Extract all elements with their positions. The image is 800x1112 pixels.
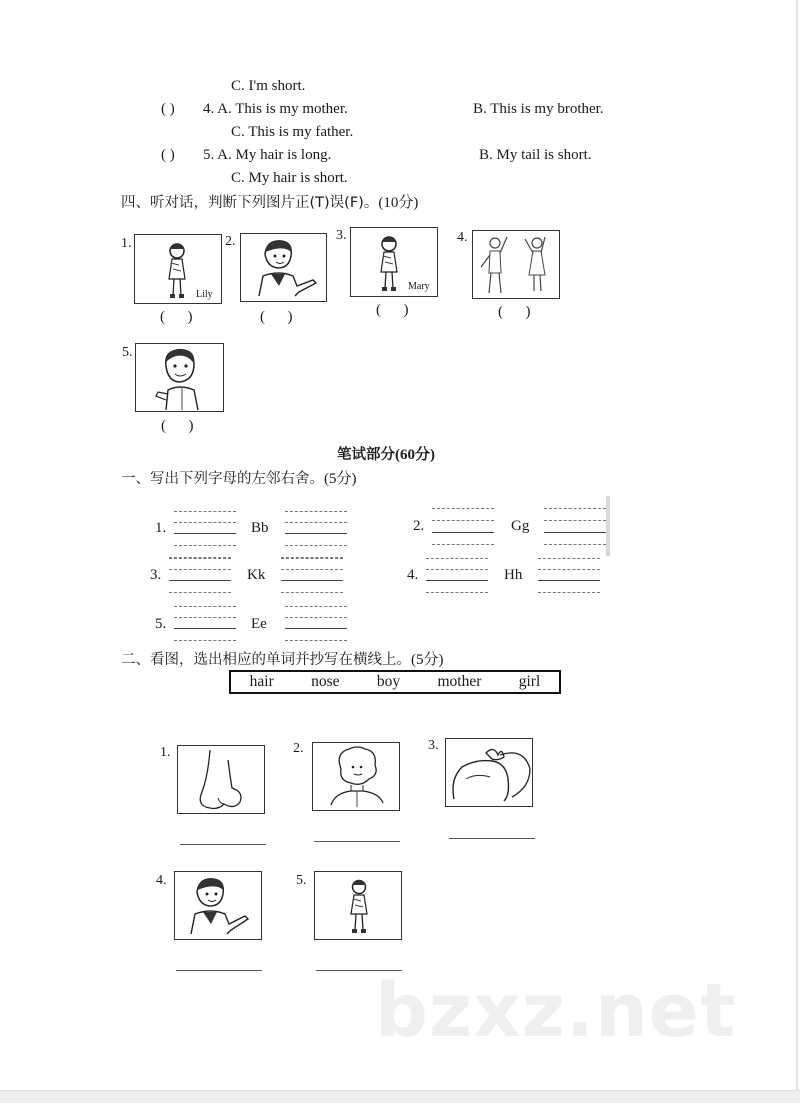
s4-item1-answer[interactable]: ( ): [160, 309, 193, 325]
written-part-title: 笔试部分: [337, 447, 395, 463]
scan-artifact: [606, 496, 610, 556]
w1-item3-number: 3.: [150, 567, 162, 583]
word-bank-item: boy: [376, 673, 401, 690]
written1-points: (5分): [324, 471, 357, 487]
written-part-heading: [337, 443, 435, 464]
w2-item1-number: 1.: [160, 745, 171, 760]
w2-item5-number: 5.: [296, 873, 307, 888]
w1-item2-number: 2.: [413, 518, 425, 534]
w2-item1-picture: [177, 745, 265, 814]
q4-option-a: 4. A. This is my mother.: [203, 101, 348, 117]
w1-item5-number: 5.: [155, 616, 167, 632]
q4-answer-paren[interactable]: ( ): [161, 101, 175, 117]
w2-item4-picture: [174, 871, 262, 940]
written1-title: 一、写出下列字母的左邻右舍。: [121, 471, 324, 487]
nose-icon: [178, 746, 266, 815]
q5-option-c: C. My hair is short.: [231, 170, 348, 186]
w2-item3-number: 3.: [428, 738, 439, 753]
woman-curly-hair-icon: [313, 743, 401, 812]
w2-item4-answer-line[interactable]: [176, 970, 262, 971]
s4-item1-picture: [134, 234, 222, 304]
w1-item4-letter: Hh: [504, 567, 523, 583]
w2-item3-picture: [445, 738, 533, 807]
page-bottom-edge: [0, 1090, 800, 1103]
word-bank-item: nose: [311, 673, 340, 690]
q4-option-b: B. This is my brother.: [473, 101, 604, 117]
page-right-edge: [796, 0, 798, 1090]
ponytail-hair-icon: [446, 739, 534, 808]
w2-item3-answer-line[interactable]: [449, 838, 535, 839]
section4-points: (10分): [378, 195, 419, 211]
boy-and-girl-waving-icon: [473, 231, 561, 300]
w2-item4-number: 4.: [156, 873, 167, 888]
w1-item3-letter: Kk: [247, 567, 266, 583]
section4-title: 四、听对话，判断下列图片正(T)误(F)。: [121, 195, 379, 211]
q5-answer-paren[interactable]: ( ): [161, 147, 175, 163]
q4-option-c: C. This is my father.: [231, 124, 354, 140]
s4-item3-number: 3.: [336, 228, 347, 243]
q5-option-a: 5. A. My hair is long.: [203, 147, 332, 163]
s4-item3-picture: [350, 227, 438, 297]
boy-pointing-icon: [241, 234, 328, 303]
s4-item2-picture: [240, 233, 327, 302]
s4-item3-answer[interactable]: ( ): [376, 302, 409, 318]
girl-icon: [315, 872, 403, 941]
w2-item2-answer-line[interactable]: [314, 841, 400, 842]
w2-item5-picture: [314, 871, 402, 940]
written2-heading: [121, 648, 444, 669]
written1-heading: [121, 467, 357, 488]
w1-item5-letter: Ee: [251, 616, 267, 632]
boy-pointing-icon: [175, 872, 263, 941]
s4-item1-number: 1.: [121, 236, 132, 251]
section4-heading: [121, 191, 418, 212]
s4-item4-number: 4.: [457, 230, 468, 245]
s4-item5-answer[interactable]: ( ): [161, 418, 194, 434]
w1-item4-number: 4.: [407, 567, 419, 583]
w2-item2-number: 2.: [293, 741, 304, 756]
word-bank: [229, 670, 561, 694]
watermark: bzxz.net: [375, 968, 737, 1054]
written2-points: (5分): [411, 652, 444, 668]
w2-item2-picture: [312, 742, 400, 811]
s4-item4-answer[interactable]: ( ): [498, 304, 531, 320]
word-bank-item: hair: [249, 673, 274, 690]
q3-option-c: C. I'm short.: [231, 78, 306, 94]
s4-item5-picture: [135, 343, 224, 412]
word-bank-item: girl: [518, 673, 541, 690]
w2-item1-answer-line[interactable]: [180, 844, 266, 845]
s4-item3-caption: Mary: [408, 281, 430, 292]
written2-title: 二、看图，选出相应的单词并抄写在横线上。: [121, 652, 411, 668]
s4-item2-number: 2.: [225, 234, 236, 249]
s4-item1-caption: Lily: [196, 289, 213, 300]
q5-option-b: B. My tail is short.: [479, 147, 592, 163]
word-bank-item: mother: [437, 673, 482, 690]
man-icon: [136, 344, 225, 413]
w1-item1-number: 1.: [155, 520, 167, 536]
w1-item1-letter: Bb: [251, 520, 269, 536]
written-part-points: (60分): [395, 447, 435, 463]
s4-item5-number: 5.: [122, 345, 133, 360]
w1-item2-letter: Gg: [511, 518, 530, 534]
s4-item4-picture: [472, 230, 560, 299]
s4-item2-answer[interactable]: ( ): [260, 309, 293, 325]
